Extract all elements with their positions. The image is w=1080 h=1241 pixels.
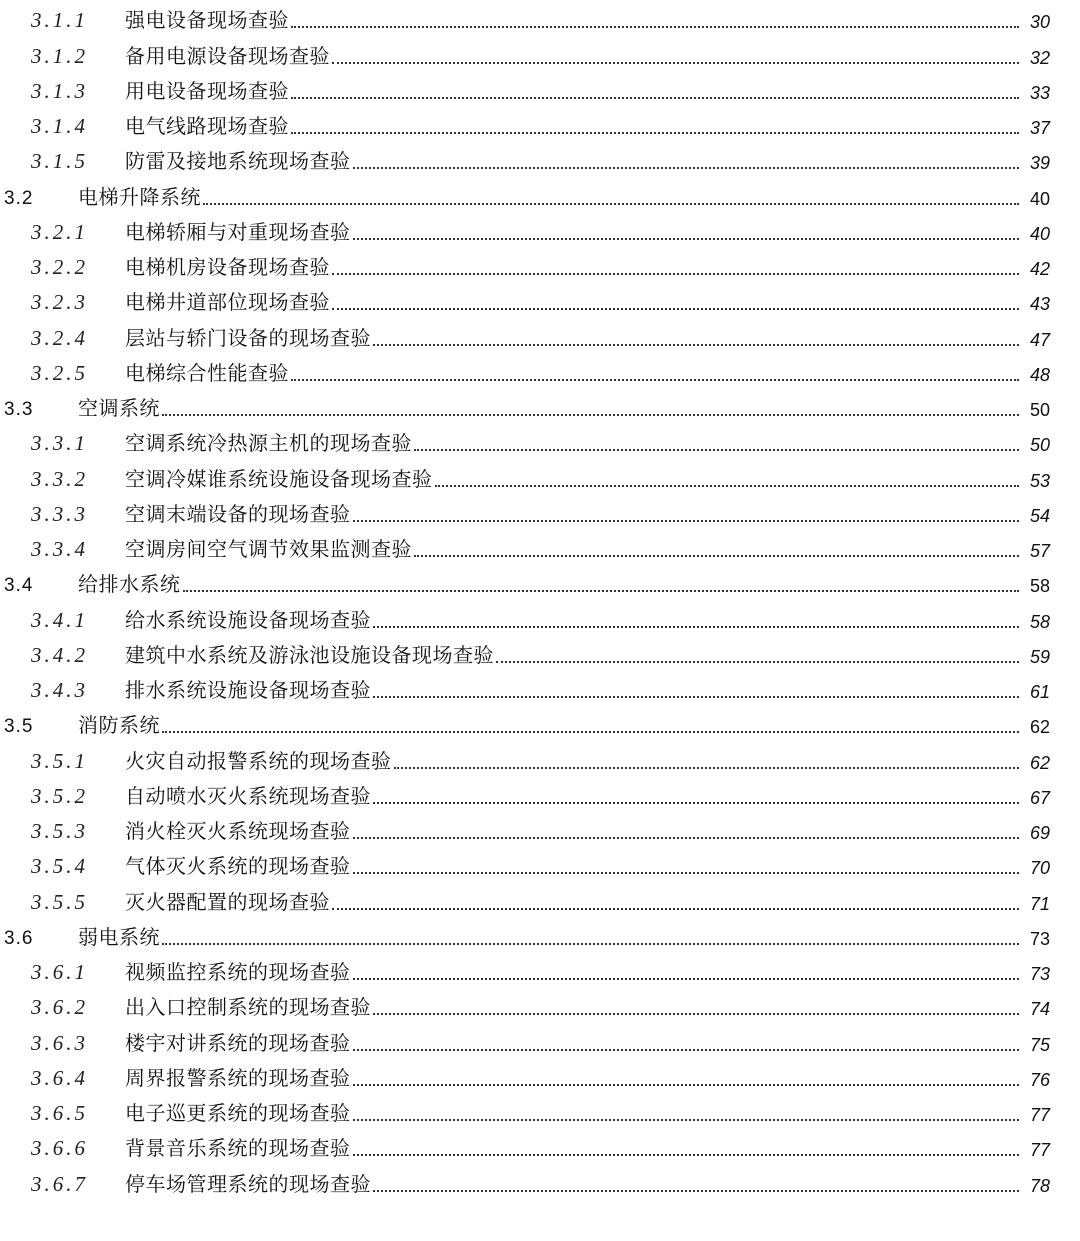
toc-subsection-entry[interactable]	[0, 1132, 1080, 1167]
toc-section-entry[interactable]	[0, 709, 1080, 744]
toc-entry-title: 电气线路现场查验	[125, 114, 289, 138]
toc-entry-page-number: 50	[1029, 400, 1050, 420]
toc-entry-page-number: 73	[1029, 928, 1050, 949]
toc-entry-page-number: 59	[1029, 646, 1050, 667]
toc-entry-number: 3.2.4	[31, 325, 88, 350]
toc-entry-title: 电子巡更系统的现场查验	[125, 1101, 351, 1125]
toc-entry-number: 3.6.3	[31, 1030, 88, 1055]
toc-entry-title: 空调末端设备的现场查验	[125, 501, 351, 526]
dot-leader	[496, 661, 1019, 663]
toc-entry-page-number: 67	[1029, 787, 1050, 808]
toc-entry-page-number: 40	[1029, 188, 1050, 209]
toc-entry-page-number: 39	[1029, 153, 1050, 174]
dot-leader	[435, 485, 1020, 487]
toc-entry-title: 气体灭火系统的现场查验	[125, 854, 351, 879]
toc-subsection-entry[interactable]	[0, 110, 1080, 145]
toc-entry-number: 3.1.2	[31, 43, 88, 68]
toc-subsection-entry[interactable]	[0, 216, 1080, 251]
toc-entry-title: 电梯机房设备现场查验	[125, 255, 330, 279]
toc-entry-page-number: 77	[1029, 1140, 1050, 1161]
toc-subsection-entry[interactable]	[0, 39, 1080, 74]
toc-entry-number: 3.6.1	[31, 960, 88, 984]
toc-entry-title: 停车场管理系统的现场查验	[125, 1171, 371, 1196]
toc-entry-title: 用电设备现场查验	[125, 78, 289, 103]
dot-leader	[353, 978, 1020, 980]
toc-entry-number: 3.1.4	[31, 114, 88, 138]
toc-entry-number: 3.1.1	[31, 8, 88, 33]
toc-subsection-entry[interactable]	[0, 1026, 1080, 1061]
toc-entry-page-number: 30	[1029, 12, 1050, 33]
dot-leader	[414, 555, 1019, 557]
toc-entry-page-number: 50	[1029, 435, 1050, 456]
dot-leader	[291, 26, 1019, 28]
toc-entry-title: 弱电系统	[78, 924, 160, 949]
toc-entry-page-number: 42	[1029, 259, 1050, 279]
dot-leader	[373, 802, 1019, 804]
toc-entry-number: 3.2.1	[31, 219, 88, 244]
dot-leader	[353, 1084, 1020, 1086]
toc-entry-title: 层站与轿门设备的现场查验	[125, 325, 371, 350]
toc-entry-number: 3.6.7	[31, 1171, 88, 1196]
toc-subsection-entry[interactable]	[0, 1097, 1080, 1132]
toc-entry-title: 消火栓灭火系统现场查验	[125, 819, 351, 843]
toc-entry-page-number: 75	[1029, 1034, 1050, 1055]
toc-entry-title: 强电设备现场查验	[125, 8, 289, 33]
toc-entry-page-number: 74	[1029, 999, 1050, 1020]
dot-leader	[162, 943, 1019, 945]
toc-entry-page-number: 76	[1029, 1069, 1050, 1090]
toc-entry-number: 3.5.4	[31, 854, 88, 879]
toc-entry-page-number: 58	[1029, 576, 1050, 597]
toc-entry-title: 消防系统	[78, 713, 160, 738]
toc-entry-number: 3.6.4	[31, 1065, 88, 1090]
toc-entry-page-number: 78	[1029, 1175, 1050, 1196]
dot-leader	[353, 520, 1020, 522]
toc-entry-number: 3.1.3	[31, 78, 88, 103]
toc-entry-number: 3.6.6	[31, 1136, 88, 1161]
toc-section-entry[interactable]	[0, 921, 1080, 956]
dot-leader	[353, 167, 1020, 169]
dot-leader	[162, 731, 1019, 733]
toc-subsection-entry[interactable]	[0, 75, 1080, 110]
toc-entry-title: 空调系统冷热源主机的现场查验	[125, 431, 412, 456]
toc-entry-number: 3.2.5	[31, 360, 88, 385]
toc-subsection-entry[interactable]	[0, 498, 1080, 533]
toc-subsection-entry[interactable]	[0, 780, 1080, 815]
toc-entry-title: 电梯轿厢与对重现场查验	[125, 219, 351, 244]
dot-leader	[373, 344, 1019, 346]
toc-subsection-entry[interactable]	[0, 744, 1080, 779]
toc-entry-number: 3.3.4	[31, 537, 88, 561]
toc-entry-number: 3.4.2	[31, 642, 88, 667]
toc-section-entry[interactable]	[0, 180, 1080, 215]
toc-entry-title: 出入口控制系统的现场查验	[125, 995, 371, 1020]
toc-subsection-entry[interactable]	[0, 251, 1080, 286]
dot-leader	[162, 414, 1019, 416]
toc-entry-page-number: 32	[1029, 47, 1050, 68]
toc-entry-title: 空调房间空气调节效果监测查验	[125, 537, 412, 561]
toc-entry-title: 灭火器配置的现场查验	[125, 889, 330, 914]
toc-entry-number: 3.6	[4, 927, 34, 949]
dot-leader	[373, 626, 1019, 628]
dot-leader	[353, 872, 1020, 874]
toc-entry-page-number: 58	[1029, 611, 1050, 632]
toc-entry-page-number: 61	[1029, 682, 1050, 702]
toc-entry-title: 排水系统设施设备现场查验	[125, 678, 371, 702]
toc-entry-title: 备用电源设备现场查验	[125, 43, 330, 68]
dot-leader	[353, 1049, 1020, 1051]
toc-subsection-entry[interactable]	[0, 1062, 1080, 1097]
toc-entry-number: 3.5.3	[31, 819, 88, 843]
toc-section-entry[interactable]	[0, 568, 1080, 603]
toc-subsection-entry[interactable]	[0, 462, 1080, 497]
toc-entry-number: 3.2.2	[31, 255, 88, 279]
toc-entry-title: 视频监控系统的现场查验	[125, 960, 351, 984]
toc-entry-page-number: 71	[1029, 893, 1050, 914]
toc-entry-number: 3.3	[4, 399, 34, 420]
toc-subsection-entry[interactable]	[0, 956, 1080, 991]
toc-entry-page-number: 53	[1029, 470, 1050, 491]
dot-leader	[332, 308, 1019, 310]
toc-entry-number: 3.5.5	[31, 889, 88, 914]
toc-subsection-entry[interactable]	[0, 427, 1080, 462]
toc-entry-page-number: 33	[1029, 82, 1050, 103]
toc-subsection-entry[interactable]	[0, 815, 1080, 850]
dot-leader	[353, 238, 1020, 240]
dot-leader	[373, 696, 1019, 698]
toc-entry-number: 3.5.1	[31, 748, 88, 773]
toc-subsection-entry[interactable]	[0, 850, 1080, 885]
dot-leader	[353, 1119, 1020, 1121]
dot-leader	[414, 449, 1019, 451]
toc-entry-page-number: 40	[1029, 223, 1050, 244]
toc-entry-page-number: 47	[1029, 329, 1050, 350]
toc-entry-number: 3.5	[4, 716, 34, 738]
toc-entry-number: 3.4.1	[31, 607, 88, 632]
table-of-contents	[0, 4, 1080, 1203]
toc-entry-number: 3.4	[4, 575, 34, 597]
toc-subsection-entry[interactable]	[0, 991, 1080, 1026]
toc-subsection-entry[interactable]	[0, 639, 1080, 674]
dot-leader	[332, 273, 1019, 275]
toc-entry-page-number: 73	[1029, 964, 1050, 984]
toc-entry-title: 电梯升降系统	[78, 184, 201, 209]
toc-entry-title: 自动喷水灭火系统现场查验	[125, 783, 371, 808]
toc-entry-title: 空调冷媒谁系统设施设备现场查验	[125, 466, 433, 491]
dot-leader	[394, 767, 1020, 769]
dot-leader	[291, 132, 1019, 134]
toc-entry-number: 3.6.2	[31, 995, 88, 1020]
toc-entry-page-number: 62	[1029, 752, 1050, 773]
toc-entry-title: 火灾自动报警系统的现场查验	[125, 748, 392, 773]
dot-leader	[332, 908, 1019, 910]
toc-entry-number: 3.2	[4, 187, 34, 209]
toc-entry-title: 给排水系统	[78, 572, 181, 597]
toc-entry-title: 电梯井道部位现场查验	[125, 290, 330, 315]
toc-entry-title: 防雷及接地系统现场查验	[125, 149, 351, 174]
toc-subsection-entry[interactable]	[0, 674, 1080, 709]
dot-leader	[291, 379, 1019, 381]
toc-entry-page-number: 70	[1029, 858, 1050, 879]
toc-entry-number: 3.3.1	[31, 431, 88, 456]
toc-subsection-entry[interactable]	[0, 603, 1080, 638]
toc-entry-number: 3.2.3	[31, 290, 88, 315]
toc-entry-number: 3.3.2	[31, 466, 88, 491]
toc-entry-number: 3.4.3	[31, 678, 88, 702]
toc-entry-number: 3.5.2	[31, 783, 88, 808]
toc-entry-page-number: 54	[1029, 505, 1050, 526]
toc-entry-page-number: 43	[1029, 294, 1050, 315]
toc-subsection-entry[interactable]	[0, 286, 1080, 321]
toc-entry-number: 3.1.5	[31, 149, 88, 174]
toc-entry-page-number: 37	[1029, 118, 1050, 138]
dot-leader	[373, 1190, 1019, 1192]
dot-leader	[203, 203, 1019, 205]
toc-subsection-entry[interactable]	[0, 4, 1080, 39]
toc-entry-title: 背景音乐系统的现场查验	[125, 1136, 351, 1161]
dot-leader	[353, 1154, 1020, 1156]
toc-entry-title: 给水系统设施设备现场查验	[125, 607, 371, 632]
toc-entry-title: 楼宇对讲系统的现场查验	[125, 1030, 351, 1055]
toc-subsection-entry[interactable]	[0, 1167, 1080, 1202]
toc-entry-page-number: 57	[1029, 541, 1050, 561]
dot-leader	[183, 590, 1020, 592]
toc-subsection-entry[interactable]	[0, 533, 1080, 568]
toc-entry-page-number: 77	[1029, 1105, 1050, 1125]
toc-entry-title: 空调系统	[78, 396, 160, 420]
toc-entry-number: 3.6.5	[31, 1101, 88, 1125]
toc-subsection-entry[interactable]	[0, 321, 1080, 356]
toc-entry-number: 3.3.3	[31, 501, 88, 526]
toc-entry-title: 建筑中水系统及游泳池设施设备现场查验	[125, 642, 494, 667]
toc-entry-page-number: 69	[1029, 823, 1050, 843]
toc-subsection-entry[interactable]	[0, 145, 1080, 180]
toc-subsection-entry[interactable]	[0, 357, 1080, 392]
dot-leader	[291, 97, 1019, 99]
toc-entry-page-number: 62	[1029, 717, 1050, 738]
toc-entry-title: 电梯综合性能查验	[125, 360, 289, 385]
toc-entry-page-number: 48	[1029, 364, 1050, 385]
dot-leader	[332, 62, 1019, 64]
toc-entry-title: 周界报警系统的现场查验	[125, 1065, 351, 1090]
toc-section-entry[interactable]	[0, 392, 1080, 427]
dot-leader	[353, 837, 1020, 839]
dot-leader	[373, 1013, 1019, 1015]
toc-subsection-entry[interactable]	[0, 885, 1080, 920]
